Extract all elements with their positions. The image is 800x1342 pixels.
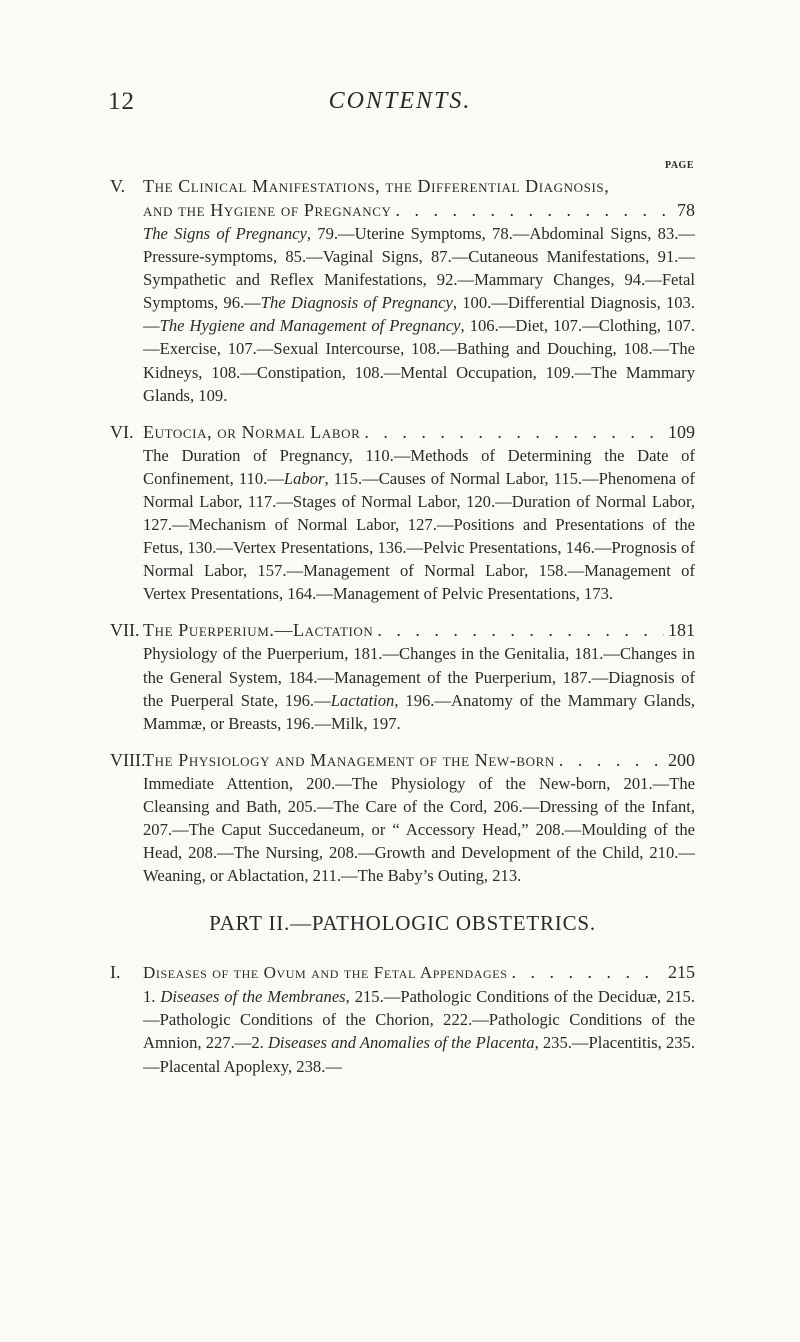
chapter-title: The Physiology and Management of the New-born xyxy=(143,749,555,770)
chapter-page: 181 xyxy=(668,620,695,641)
chapter-heading xyxy=(110,174,695,198)
chapter-heading-continued xyxy=(110,198,695,222)
contents-list xyxy=(110,174,695,1091)
dot-leader xyxy=(511,960,664,984)
page-number: 12 xyxy=(108,88,135,115)
chapter-heading xyxy=(110,618,695,642)
section-title-italic: Lactation xyxy=(330,690,395,710)
chapter-title: The Puerperium.—Lactation xyxy=(143,620,374,641)
chapter-summary xyxy=(110,642,695,734)
running-head xyxy=(0,88,800,118)
running-title: CONTENTS. xyxy=(328,88,472,114)
summary-text: , 215.—Pathologic Conditions of the Deciduæ, 215.—Pathologic Conditions of the Chorion, 222.—Pathologic Conditions of the Amnion, 227.—2. xyxy=(143,987,696,1053)
summary-text: Immediate Attention, 200.—The Physiology of the New-born, 201.—The Cleansing and Bath, 205.—The Care of the Cord, 206.—Dressing of the Infant, 207.—The Caput Succedaneum, or “ Accessory Head,” 208.—Moulding of the Head, 208.—The Nursing, 208.—Growth and Development of the Child, 210.—Weaning, or Ablactation, 211.—The Baby’s Outing, 213. xyxy=(143,773,695,886)
chapter-entry xyxy=(110,618,695,734)
summary-text: , 100.—Differential Diagnosis, 103.— xyxy=(143,293,695,336)
chapter-summary xyxy=(110,222,695,407)
chapter-title-line2: and the Hygiene of Pregnancy xyxy=(143,200,392,220)
dot-leader xyxy=(395,198,673,222)
chapter-number: VII. xyxy=(110,620,140,641)
chapter-summary xyxy=(110,985,695,1077)
chapter-heading xyxy=(110,420,695,444)
summary-text: Physiology of the Puerperium, 181.—Changes in the Genitalia, 181.—Changes in the General System, 184.—Management of the Puerperium, 187.—Diagnosis of the Puerperal State, 196.— xyxy=(143,644,695,710)
summary-text: , 79.—Uterine Symptoms, 78.—Abdominal Signs, 83.—Pressure-symptoms, 85.—Vaginal Signs, 87.—Cutaneous Manifestations, 91.—Sympathetic and Reflex Manifestations, 92.—Mammary Changes, 94.—Fetal Symptoms, 96.— xyxy=(143,224,695,313)
chapter-entry xyxy=(110,960,695,1077)
chapter-page: 215 xyxy=(668,962,695,983)
section-title-italic: Labor xyxy=(283,468,325,488)
chapter-title: Eutocia, or Normal Labor xyxy=(143,421,361,442)
summary-text: , 106.—Diet, 107.—Clothing, 107.—Exercise, 107.—Sexual Intercourse, 108.—Bathing and Douching, 108.—The Kidneys, 108.—Constipation, 108.—Mental Occupation, 109.—The Mammary Glands, 109. xyxy=(143,316,695,405)
chapter-title: The Clinical Manifestations, the Differential Diagnosis, xyxy=(143,176,610,196)
summary-text: , 115.—Causes of Normal Labor, 115.—Phenomena of Normal Labor, 117.—Stages of Normal Labor, 120.—Duration of Normal Labor, 127.—Mechanism of Normal Labor, 127.—Positions and Presentations of the Fetus, 130.—Vertex Presentations, 136.—Pelvic Presentations, 146.—Prognosis of Normal Labor, 157.—Management of Normal Labor, 158.—Management of Vertex Presentations, 164.—Management of Pelvic Presentations, 173. xyxy=(143,468,695,604)
chapter-page: 200 xyxy=(668,749,695,770)
chapter-number: VI. xyxy=(110,421,134,442)
summary-text: , 196.—Anatomy of the Mammary Glands, Mammæ, or Breasts, 196.—Milk, 197. xyxy=(143,690,696,733)
chapter-page: 78 xyxy=(677,200,695,220)
chapter-entry xyxy=(110,748,695,887)
part-heading: PART II.—PATHOLOGIC OBSTETRICS. xyxy=(209,911,596,936)
chapter-entry xyxy=(110,420,695,606)
chapter-summary xyxy=(110,772,695,887)
summary-text: 1. xyxy=(143,987,161,1007)
chapter-page: 109 xyxy=(668,421,695,442)
chapter-number: I. xyxy=(110,962,121,983)
dot-leader xyxy=(377,618,664,642)
chapter-entry xyxy=(110,174,695,407)
chapter-number: VIII. xyxy=(110,749,146,770)
dot-leader xyxy=(364,420,664,444)
dot-leader xyxy=(559,748,664,772)
section-title-italic: The Diagnosis of Pregnancy xyxy=(260,293,453,313)
section-title-italic: Diseases and Anomalies of the Placenta xyxy=(267,1033,535,1053)
section-title-italic: Diseases of the Membranes xyxy=(160,987,346,1007)
section-title-italic: The Signs of Pregnancy xyxy=(143,224,307,243)
page-column-label: PAGE xyxy=(664,160,694,171)
summary-text: The Duration of Pregnancy, 110.—Methods of Determining the Date of Confinement, 110.— xyxy=(143,445,695,488)
section-title-italic: The Hygiene and Management of Pregnancy xyxy=(159,316,461,336)
chapter-number: V. xyxy=(110,176,126,196)
summary-text: , 235.—Placentitis, 235.—Placental Apoplexy, 238.— xyxy=(143,1033,695,1076)
chapter-summary xyxy=(110,444,695,606)
chapter-title: Diseases of the Ovum and the Fetal Appendages xyxy=(143,963,508,983)
chapter-heading xyxy=(110,748,695,772)
chapter-heading xyxy=(110,960,695,985)
